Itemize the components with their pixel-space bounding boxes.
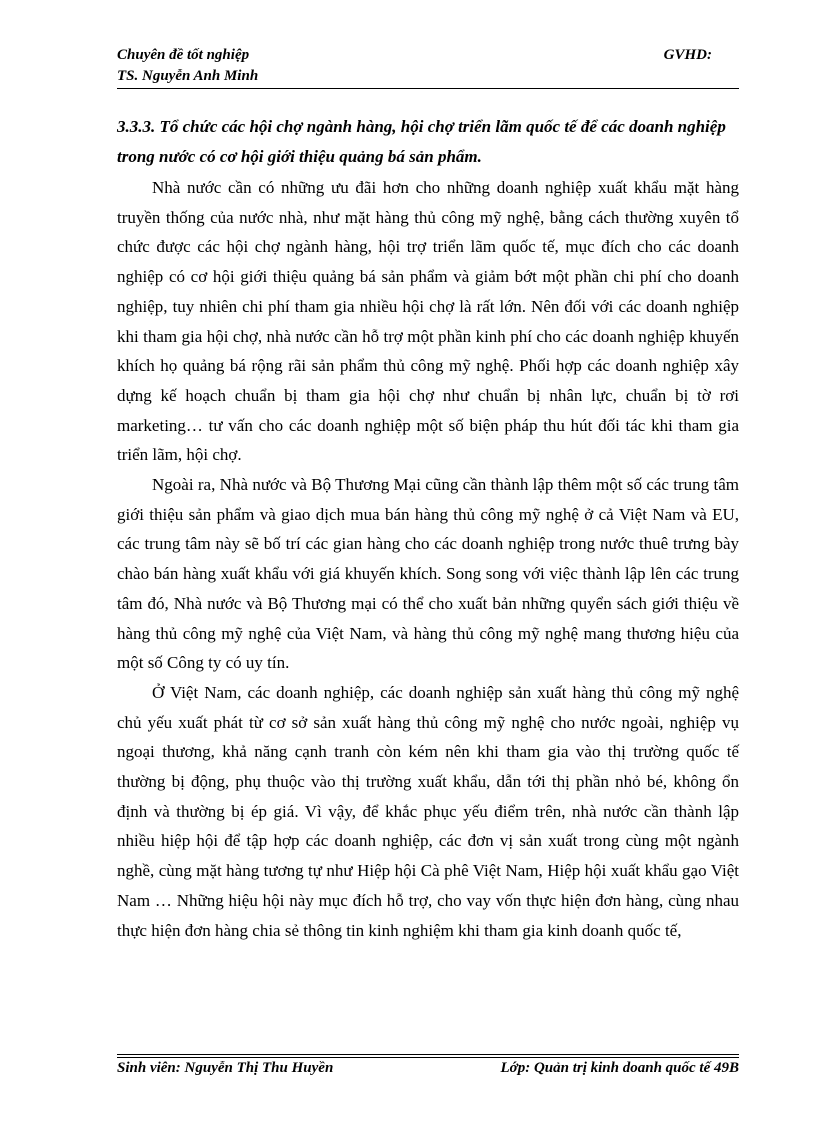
paragraph-2: Ngoài ra, Nhà nước và Bộ Thương Mại cũng cần thành lập thêm một số các trung tâm giới thiệu sản phẩm và giao dịch mua bán hàng thủ công mỹ nghệ ở cả Việt Nam và EU, các trung tâm này sẽ bố trí các gian hàng cho các doanh nghiệp trong nước thuê trưng bày chào bán hàng xuất khẩu với giá khuyến khích. Song song với việc thành lập lên các trung tâm đó, Nhà nước và Bộ Thương mại có thể cho xuất bản những quyển sách giới thiệu về hàng thủ công mỹ nghệ của Việt Nam, và hàng thủ công mỹ nghệ mang thương hiệu của một số Công ty có uy tín. [117,475,739,673]
header-divider [117,88,739,89]
body-content [117,112,739,945]
header-gvhd: GVHD: [663,47,712,63]
footer-student: Sinh viên: Nguyễn Thị Thu Huyền [117,1060,334,1076]
header-advisor: TS. Nguyễn Anh Minh [117,68,259,84]
paragraph-1: Nhà nước cần có những ưu đãi hơn cho những doanh nghiệp xuất khẩu mặt hàng truyền thống của nước nhà, như mặt hàng thủ công mỹ nghệ, bằng cách thường xuyên tổ chức được các hội chợ ngành hàng, hội trợ triển lãm quốc tế, mục đích cho các doanh nghiệp có cơ hội giới thiệu quảng bá sản phẩm và giảm bớt một phần chi phí cho doanh nghiệp, tuy nhiên chi phí tham gia nhiều hội chợ là rất lớn. Nên đối với các doanh nghiệp khi tham gia hội chợ, nhà nước cần hỗ trợ một phần kinh phí cho các doanh nghiệp khuyến khích họ quảng bá rộng rãi sản phẩm thủ công mỹ nghệ. Phối hợp các doanh nghiệp xây dựng kế hoạch chuẩn bị tham gia hội chợ như chuẩn bị nhân lực, chuẩn bị tờ rơi marketing… tư vấn cho các doanh nghiệp một số biện pháp thu hút đối tác khi tham gia triển lãm, hội chợ. [117,178,739,465]
section-heading: 3.3.3. Tổ chức các hội chợ ngành hàng, hội chợ triển lãm quốc tế để các doanh nghiệp trong nước có cơ hội giới thiệu quảng bá sản phẩm. [117,117,726,166]
header-line-2 [117,66,739,86]
footer-divider-top [117,1054,739,1055]
footer [117,1058,739,1078]
paragraph-3: Ở Việt Nam, các doanh nghiệp, các doanh nghiệp sản xuất hàng thủ công mỹ nghệ chủ yếu xuất phát từ cơ sở sản xuất hàng thủ công mỹ nghệ cho nước ngoài, nghiệp vụ ngoại thương, khả năng cạnh tranh còn kém nên khi tham gia vào thị trường quốc tế thường bị động, phụ thuộc vào thị trường xuất khẩu, dẫn tới thị phần nhỏ bé, không ổn định và thường bị ép giá. Vì vậy, để khắc phục yếu điểm trên, nhà nước cần thành lập nhiều hiệp hội để tập hợp các doanh nghiệp, các đơn vị sản xuất trong cùng một ngành nghề, cùng mặt hàng tương tự như Hiệp hội Cà phê Việt Nam, Hiệp hội xuất khẩu gạo Việt Nam … Những hiệu hội này mục đích hỗ trợ, cho vay vốn thực hiện đơn hàng, cùng nhau thực hiện đơn hàng chia sẻ thông tin kinh nghiệm khi tham gia kinh doanh quốc tế, [117,682,739,940]
header-line-1 [117,45,739,65]
footer-class: Lớp: Quản trị kinh doanh quốc tế 49B [500,1060,739,1076]
header-title: Chuyên đề tốt nghiệp [117,47,250,63]
